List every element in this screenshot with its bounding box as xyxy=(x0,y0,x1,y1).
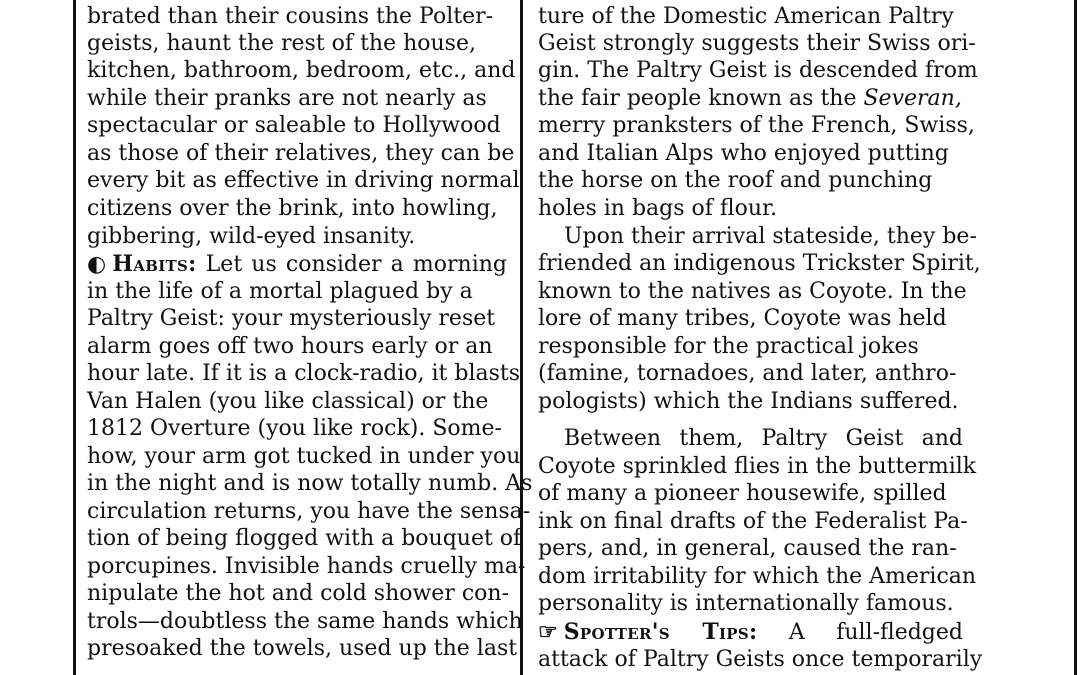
text-line: Geist strongly suggests their Swiss ori- xyxy=(538,31,976,56)
paragraph-start-line: Between them, Paltry Geist and xyxy=(564,426,963,451)
half-moon-icon: ◐ xyxy=(87,251,107,277)
text-line: pers, and, in general, caused the ran- xyxy=(538,536,957,561)
text-line: geists, haunt the rest of the house, xyxy=(87,31,476,56)
text-line: lore of many tribes, Coyote was held xyxy=(538,306,947,331)
text-line: gin. The Paltry Geist is descended from xyxy=(538,58,978,83)
text-line: responsible for the practical jokes xyxy=(538,334,919,359)
text-line: pologists) which the Indians suffered. xyxy=(538,389,959,414)
text-line: holes in bags of flour. xyxy=(538,196,778,221)
text-line: trols—doubtless the same hands which xyxy=(87,609,523,634)
text-line: tion of being flogged with a bouquet of xyxy=(87,526,522,551)
habits-heading-line xyxy=(87,249,507,279)
text-line: brated than their cousins the Polter- xyxy=(87,4,494,29)
text-line: personality is internationally famous. xyxy=(538,591,954,616)
text-line: in the night and is now totally numb. As xyxy=(87,471,533,496)
italic-term: Severan, xyxy=(863,86,962,111)
text-line: and Italian Alps who enjoyed putting xyxy=(538,141,949,166)
left-column-rule xyxy=(73,0,76,675)
text-line: circulation returns, you have the sensa- xyxy=(87,499,531,524)
text-line: Van Halen (you like classical) or the xyxy=(87,389,489,414)
text-line: 1812 Overture (you like rock). Some- xyxy=(87,416,502,441)
text-line: gibbering, wild-eyed insanity. xyxy=(87,224,416,249)
spotter-heading-line xyxy=(538,617,963,647)
text-line: nipulate the hot and cold shower con- xyxy=(87,581,510,606)
text-line: hour late. If it is a clock-radio, it blasts xyxy=(87,361,521,386)
text-line: friended an indigenous Trickster Spirit, xyxy=(538,251,981,276)
text-line: alarm goes off two hours early or an xyxy=(87,334,493,359)
text-line: merry pranksters of the French, Swiss, xyxy=(538,113,975,138)
text-line: attack of Paltry Geists once temporarily xyxy=(538,647,983,672)
text-line: A full-fledged xyxy=(788,620,963,645)
habits-heading: Habits: xyxy=(112,251,197,277)
text-line: ture of the Domestic American Paltry xyxy=(538,4,954,29)
text-line: every bit as effective in driving normal xyxy=(87,168,520,193)
text-line: how, your arm got tucked in under you xyxy=(87,444,521,469)
text-line: in the life of a mortal plagued by a xyxy=(87,279,473,304)
text-line: porcupines. Invisible hands cruelly ma- xyxy=(87,554,526,579)
text-line: spectacular or saleable to Hollywood xyxy=(87,113,501,138)
spotter-tips-heading: Spotter's Tips: xyxy=(563,619,758,645)
paragraph-start-line: Upon their arrival stateside, they be- xyxy=(564,224,977,249)
text-line: Coyote sprinkled flies in the buttermilk xyxy=(538,454,977,479)
text-line: the horse on the roof and punching xyxy=(538,168,933,193)
text-line: kitchen, bathroom, bedroom, etc., and xyxy=(87,58,516,83)
text-line: (famine, tornadoes, and later, anthro- xyxy=(538,361,957,386)
text-line: of many a pioneer housewife, spilled xyxy=(538,481,947,506)
text-line: while their pranks are not nearly as xyxy=(87,86,487,111)
right-column-rule xyxy=(1074,0,1077,675)
text-run: the fair people known as the xyxy=(538,86,857,111)
text-line: known to the natives as Coyote. In the xyxy=(538,279,967,304)
text-line: as those of their relatives, they can be xyxy=(87,141,515,166)
text-line xyxy=(538,84,962,114)
text-line: presoaked the towels, used up the last xyxy=(87,636,518,661)
text-line: Paltry Geist: your mysteriously reset xyxy=(87,306,496,331)
text-line: ink on final drafts of the Federalist Pa- xyxy=(538,509,968,534)
text-line: dom irritability for which the American xyxy=(538,564,977,589)
text-line: citizens over the brink, into howling, xyxy=(87,196,498,221)
pointing-hand-icon: ☞ xyxy=(538,619,558,645)
text-line: Let us consider a morning xyxy=(205,252,508,277)
